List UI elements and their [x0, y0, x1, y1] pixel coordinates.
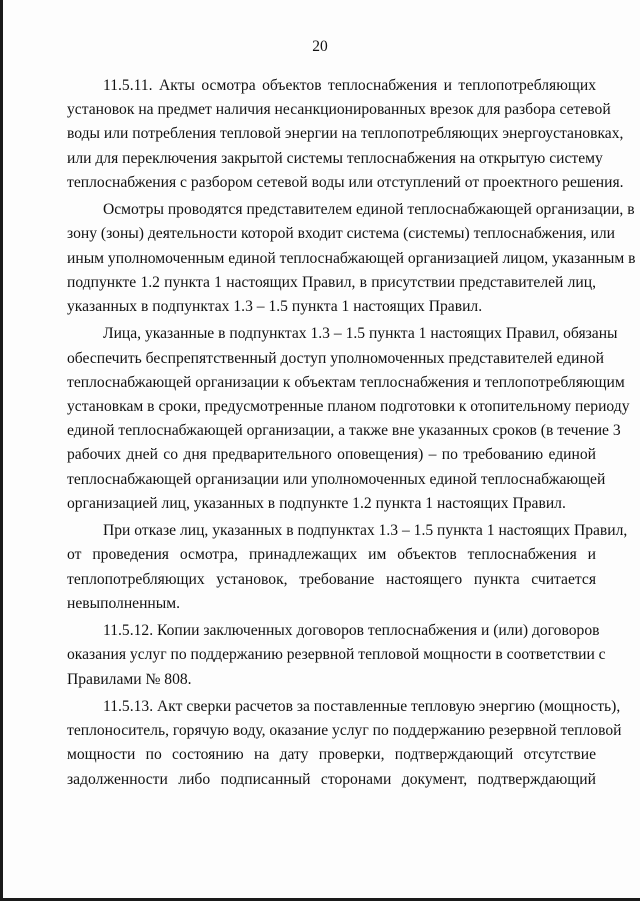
paragraph-11-5-11 — [67, 74, 624, 195]
text-line: установок на предмет наличия несанкционированных врезок для разбора сетевой — [67, 101, 611, 119]
text-line: организацией лиц, указанных в подпункте 1.2 пункта 1 настоящих Правил. — [67, 494, 566, 512]
text-line: обеспечить беспрепятственный доступ уполномоченных представителей единой — [67, 349, 604, 367]
text-line: задолженности либо подписанный сторонами документ, подтверждающий — [67, 770, 596, 788]
text-line: 11.5.11. Акты осмотра объектов теплоснабжения и теплопотребляющих — [103, 77, 596, 94]
text-line: При отказе лиц, указанных в подпунктах 1.3 – 1.5 пункта 1 настоящих Правил, — [103, 522, 628, 540]
text-line: подпункте 1.2 пункта 1 настоящих Правил, в присутствии представителей лиц, — [67, 273, 596, 291]
scan-edge-left — [0, 0, 3, 901]
text-line: иным уполномоченным единой теплоснабжающей организацией лицом, указанным в — [67, 249, 636, 267]
page-number: 20 — [312, 38, 328, 55]
paragraph-11-5-13 — [67, 695, 622, 792]
text-line: теплоснабжающей организации к объектам теплоснабжения и теплопотребляющим — [67, 373, 625, 391]
text-line: Осмотры проводятся представителем единой теплоснабжающей организации, в — [103, 201, 635, 219]
text-line: зону (зоны) деятельности которой входит система (системы) теплоснабжения, или — [67, 225, 616, 243]
text-line: Лица, указанные в подпунктах 1.3 – 1.5 пункта 1 настоящих Правил, обязаны — [103, 325, 618, 343]
text-line: или для переключения закрытой системы теплоснабжения на открытую систему — [67, 149, 603, 167]
text-line: от проведения осмотра, принадлежащих им объектов теплоснабжения и — [67, 546, 596, 564]
text-line: единой теплоснабжающей организации, а также вне указанных сроков (в течение 3 — [67, 422, 621, 440]
text-line: рабочих дней со дня предварительного оповещения) – по требованию единой — [67, 446, 596, 464]
paragraph-refusal — [67, 519, 628, 616]
text-line: 11.5.12. Копии заключенных договоров теплоснабжения и (или) договоров — [103, 622, 600, 640]
text-line: теплоснабжающей организации или уполномоченных единой теплоснабжающей — [67, 470, 606, 488]
document-body — [67, 74, 636, 795]
paragraph-persons — [67, 322, 630, 516]
text-line: Правилами № 808. — [67, 670, 192, 688]
text-line: мощности по состоянию на дату проверки, подтверждающий отсутствие — [67, 746, 596, 764]
text-line: установкам в сроки, предусмотренные планом подготовки к отопительному периоду — [67, 398, 630, 416]
paragraph-11-5-12 — [67, 619, 606, 692]
text-line: 11.5.13. Акт сверки расчетов за поставленные тепловую энергию (мощность), — [103, 698, 621, 716]
text-line: теплоснабжения с разбором сетевой воды или отступлений от проектного решения. — [67, 173, 624, 191]
text-line: невыполненным. — [67, 594, 181, 612]
text-line: воды или потребления тепловой энергии на теплопотребляющих энергоустановках, — [67, 125, 624, 143]
text-line: указанных в подпунктах 1.3 – 1.5 пункта 1 настоящих Правил. — [67, 298, 483, 316]
text-line: теплоноситель, горячую воду, оказание услуг по поддержанию резервной тепловой — [67, 722, 622, 740]
text-line: теплопотребляющих установок, требование настоящего пункта считается — [67, 570, 596, 588]
text-line: оказания услуг по поддержанию резервной тепловой мощности в соответствии с — [67, 646, 606, 664]
paragraph-inspections — [67, 198, 636, 319]
